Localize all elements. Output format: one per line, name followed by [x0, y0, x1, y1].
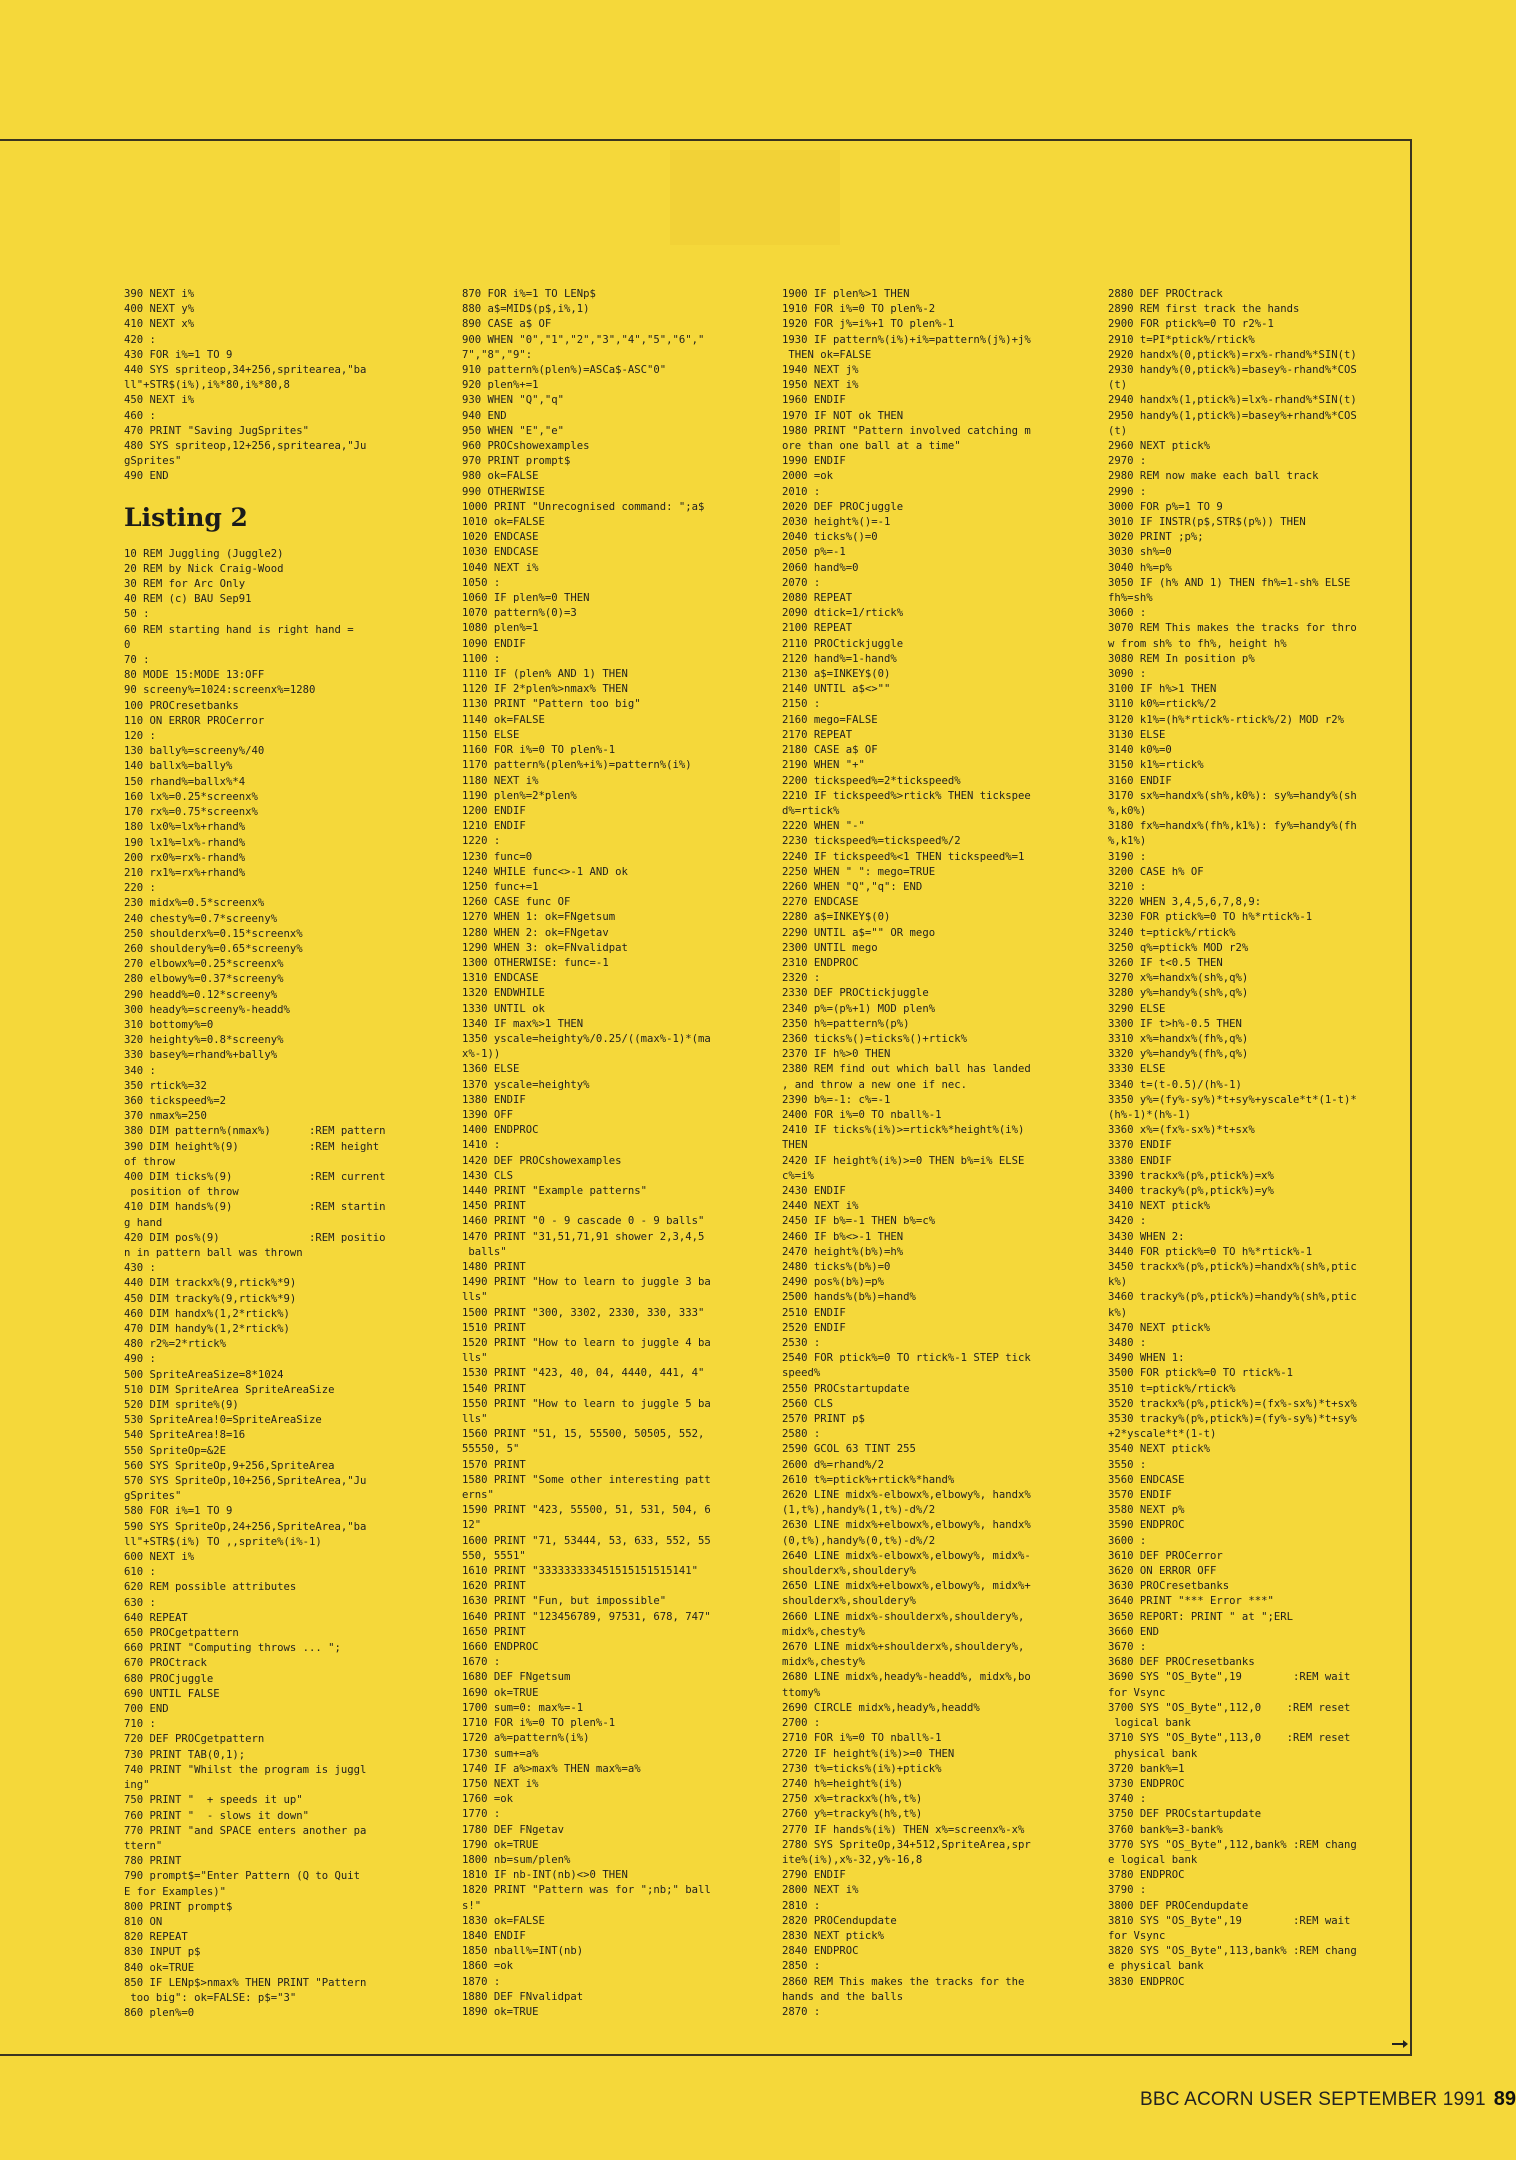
code-listing-1-end: 390 NEXT i% 400 NEXT y% 410 NEXT x% 420 : 430 FOR i%=1 TO 9 440 SYS spriteop,34+256,spritearea,"ba ll"+STR$(i%),i%*80,i%*80,8 450 NEXT i% 460 : 470 PRINT "Saving JugSprites" 480 SYS spriteop,12+256,spritearea,"Ju gSprites" 490 END [124, 288, 367, 483]
code-column-1 [124, 287, 456, 2047]
code-listing-2-part-3: 1900 IF plen%>1 THEN 1910 FOR i%=0 TO plen%-2 1920 FOR j%=i%+1 TO plen%-1 1930 IF pattern%(i%)+i%=pattern%(j%)+j% THEN ok=FALSE 1940 NEXT j% 1950 NEXT i% 1960 ENDIF 1970 IF NOT ok THEN 1980 PRINT "Pattern involved catching m ore than one ball at a time" 1990 ENDIF 2000 =ok 2010 : 2020 DEF PROCjuggle 2030 height%()=-1 2040 ticks%()=0 2050 p%=-1 2060 hand%=0 2070 : 2080 REPEAT 2090 dtick=1/rtick% 2100 REPEAT 2110 PROCtickjuggle 2120 hand%=1-hand% 2130 a$=INKEY$(0) 2140 UNTIL a$<>"" 2150 : 2160 mego=FALSE 2170 REPEAT 2180 CASE a$ OF 2190 WHEN "+" 2200 tickspeed%=2*tickspeed% 2210 IF tickspeed%>rtick% THEN tickspee d%=rtick% 2220 WHEN "-" 2230 tickspeed%=tickspeed%/2 2240 IF tickspeed%<1 THEN tickspeed%=1 2250 WHEN " ": mego=TRUE 2260 WHEN "Q","q": END 2270 ENDCASE 2280 a$=INKEY$(0) 2290 UNTIL a$="" OR mego 2300 UNTIL mego 2310 ENDPROC 2320 : 2330 DEF PROCtickjuggle 2340 p%=(p%+1) MOD plen% 2350 h%=pattern%(p%) 2360 ticks%()=ticks%()+rtick% 2370 IF h%>0 THEN 2380 REM find out which ball has landed , and throw a new one if nec. 2390 b%=-1: c%=-1 2400 FOR i%=0 TO nball%-1 2410 IF ticks%(i%)>=rtick%*height%(i%) THEN 2420 IF height%(i%)>=0 THEN b%=i% ELSE c%=i% 2430 ENDIF 2440 NEXT i% 2450 IF b%=-1 THEN b%=c% 2460 IF b%<>-1 THEN 2470 height%(b%)=h% 2480 ticks%(b%)=0 2490 pos%(b%)=p% 2500 hands%(b%)=hand% 2510 ENDIF 2520 ENDIF 2530 : 2540 FOR ptick%=0 TO rtick%-1 STEP tick speed% 2550 PROCstartupdate 2560 CLS 2570 PRINT p$ 2580 : 2590 GCOL 63 TINT 255 2600 d%=rhand%/2 2610 t%=ptick%+rtick%*hand% 2620 LINE midx%-elbowx%,elbowy%, handx% (1,t%),handy%(1,t%)-d%/2 2630 LINE midx%+elbowx%,elbowy%, handx% (0,t%),handy%(0,t%)-d%/2 2640 LINE midx%-elbowx%,elbowy%, midx%- shoulderx%,shouldery% 2650 LINE midx%+elbowx%,elbowy%, midx%+ shoulderx%,shouldery% 2660 LINE midx%-shoulderx%,shouldery%, midx%,chesty% 2670 LINE midx%+shoulderx%,shouldery%, midx%,chesty% 2680 LINE midx%,heady%-headd%, midx%,bo ttomy% 2690 CIRCLE midx%,heady%,headd% 2700 : 2710 FOR i%=0 TO nball%-1 2720 IF height%(i%)>=0 THEN 2730 t%=ticks%(i%)+ptick% 2740 h%=height%(i%) 2750 x%=trackx%(h%,t%) 2760 y%=tracky%(h%,t%) 2770 IF hands%(i%) THEN x%=screenx%-x% 2780 SYS SpriteOp,34+512,SpriteArea,spr ite%(i%),x%-32,y%-16,8 2790 ENDIF 2800 NEXT i% 2810 : 2820 PROCendupdate 2830 NEXT ptick% 2840 ENDPROC 2850 : 2860 REM This makes the tracks for the hands and the balls 2870 : [782, 288, 1031, 2018]
page-footer [1140, 2088, 1516, 2128]
frame-top-rule [0, 139, 1412, 141]
code-listing-2-part-2: 870 FOR i%=1 TO LENp$ 880 a$=MID$(p$,i%,1) 890 CASE a$ OF 900 WHEN "0","1","2","3","4","5","6"," 7","8","9": 910 pattern%(plen%)=ASCa$-ASC"0" 920 plen%+=1 930 WHEN "Q","q" 940 END 950 WHEN "E","e" 960 PROCshowexamples 970 PRINT prompt$ 980 ok=FALSE 990 OTHERWISE 1000 PRINT "Unrecognised command: ";a$ 1010 ok=FALSE 1020 ENDCASE 1030 ENDCASE 1040 NEXT i% 1050 : 1060 IF plen%=0 THEN 1070 pattern%(0)=3 1080 plen%=1 1090 ENDIF 1100 : 1110 IF (plen% AND 1) THEN 1120 IF 2*plen%>nmax% THEN 1130 PRINT "Pattern too big" 1140 ok=FALSE 1150 ELSE 1160 FOR i%=0 TO plen%-1 1170 pattern%(plen%+i%)=pattern%(i%) 1180 NEXT i% 1190 plen%=2*plen% 1200 ENDIF 1210 ENDIF 1220 : 1230 func=0 1240 WHILE func<>-1 AND ok 1250 func+=1 1260 CASE func OF 1270 WHEN 1: ok=FNgetsum 1280 WHEN 2: ok=FNgetav 1290 WHEN 3: ok=FNvalidpat 1300 OTHERWISE: func=-1 1310 ENDCASE 1320 ENDWHILE 1330 UNTIL ok 1340 IF max%>1 THEN 1350 yscale=heighty%/0.25/((max%-1)*(ma x%-1)) 1360 ELSE 1370 yscale=heighty% 1380 ENDIF 1390 OFF 1400 ENDPROC 1410 : 1420 DEF PROCshowexamples 1430 CLS 1440 PRINT "Example patterns" 1450 PRINT 1460 PRINT "0 - 9 cascade 0 - 9 balls" 1470 PRINT "31,51,71,91 shower 2,3,4,5 balls" 1480 PRINT 1490 PRINT "How to learn to juggle 3 ba lls" 1500 PRINT "300, 3302, 2330, 330, 333" 1510 PRINT 1520 PRINT "How to learn to juggle 4 ba lls" 1530 PRINT "423, 40, 04, 4440, 441, 4" 1540 PRINT 1550 PRINT "How to learn to juggle 5 ba lls" 1560 PRINT "51, 15, 55500, 50505, 552, 55550, 5" 1570 PRINT 1580 PRINT "Some other interesting patt erns" 1590 PRINT "423, 55500, 51, 531, 504, 6 12" 1600 PRINT "71, 53444, 53, 633, 552, 55 550, 5551" 1610 PRINT "333333333451515151515141" 1620 PRINT 1630 PRINT "Fun, but impossible" 1640 PRINT "123456789, 97531, 678, 747" 1650 PRINT 1660 ENDPROC 1670 : 1680 DEF FNgetsum 1690 ok=TRUE 1700 sum=0: max%=-1 1710 FOR i%=0 TO plen%-1 1720 a%=pattern%(i%) 1730 sum+=a% 1740 IF a%>max% THEN max%=a% 1750 NEXT i% 1760 =ok 1770 : 1780 DEF FNgetav 1790 ok=TRUE 1800 nb=sum/plen% 1810 IF nb-INT(nb)<>0 THEN 1820 PRINT "Pattern was for ";nb;" ball s!" 1830 ok=FALSE 1840 ENDIF 1850 nball%=INT(nb) 1860 =ok 1870 : 1880 DEF FNvalidpat 1890 ok=TRUE [462, 288, 711, 2018]
code-listing-2-start: 10 REM Juggling (Juggle2) 20 REM by Nick Craig-Wood 30 REM for Arc Only 40 REM (c) BAU Sep91 50 : 60 REM starting hand is right hand = 0 70 : 80 MODE 15:MODE 13:OFF 90 screeny%=1024:screenx%=1280 100 PROCresetbanks 110 ON ERROR PROCerror 120 : 130 bally%=screeny%/40 140 ballx%=bally% 150 rhand%=ballx%*4 160 lx%=0.25*screenx% 170 rx%=0.75*screenx% 180 lx0%=lx%+rhand% 190 lx1%=lx%-rhand% 200 rx0%=rx%-rhand% 210 rx1%=rx%+rhand% 220 : 230 midx%=0.5*screenx% 240 chesty%=0.7*screeny% 250 shoulderx%=0.15*screenx% 260 shouldery%=0.65*screeny% 270 elbowx%=0.25*screenx% 280 elbowy%=0.37*screeny% 290 headd%=0.12*screeny% 300 heady%=screeny%-headd% 310 bottomy%=0 320 heighty%=0.8*screeny% 330 basey%=rhand%+bally% 340 : 350 rtick%=32 360 tickspeed%=2 370 nmax%=250 380 DIM pattern%(nmax%) :REM pattern 390 DIM height%(9) :REM height of throw 400 DIM ticks%(9) :REM current position of throw 410 DIM hands%(9) :REM startin g hand 420 DIM pos%(9) :REM positio n in pattern ball was thrown 430 : 440 DIM trackx%(9,rtick%*9) 450 DIM tracky%(9,rtick%*9) 460 DIM handx%(1,2*rtick%) 470 DIM handy%(1,2*rtick%) 480 r2%=2*rtick% 490 : 500 SpriteAreaSize=8*1024 510 DIM SpriteArea SpriteAreaSize 520 DIM sprite%(9) 530 SpriteArea!0=SpriteAreaSize 540 SpriteArea!8=16 550 SpriteOp=&2E 560 SYS SpriteOp,9+256,SpriteArea 570 SYS SpriteOp,10+256,SpriteArea,"Ju gSprites" 580 FOR i%=1 TO 9 590 SYS SpriteOp,24+256,SpriteArea,"ba ll"+STR$(i%) TO ,,sprite%(i%-1) 600 NEXT i% 610 : 620 REM possible attributes 630 : 640 REPEAT 650 PROCgetpattern 660 PRINT "Computing throws ... "; 670 PROCtrack 680 PROCjuggle 690 UNTIL FALSE 700 END 710 : 720 DEF PROCgetpattern 730 PRINT TAB(0,1); 740 PRINT "Whilst the program is juggl ing" 750 PRINT " + speeds it up" 760 PRINT " - slows it down" 770 PRINT "and SPACE enters another pa ttern" 780 PRINT 790 prompt$="Enter Pattern (Q to Quit E for Examples)" 800 PRINT prompt$ 810 ON 820 REPEAT 830 INPUT p$ 840 ok=TRUE 850 IF LENp$>nmax% THEN PRINT "Pattern too big": ok=FALSE: p$="3" 860 plen%=0 [124, 547, 386, 2020]
code-column-3 [782, 287, 1114, 2047]
publication-line: BBC ACORN USER SEPTEMBER 1991 [1140, 2089, 1486, 2110]
code-column-4 [1108, 287, 1440, 2047]
listing-heading: Listing 2 [124, 502, 248, 532]
page-number: 89 [1493, 2088, 1516, 2110]
faded-image-area [670, 150, 840, 245]
code-column-2 [462, 287, 794, 2047]
frame-bottom-rule [0, 2054, 1412, 2056]
code-listing-2-part-4: 2880 DEF PROCtrack 2890 REM first track the hands 2900 FOR ptick%=0 TO r2%-1 2910 t=PI*ptick%/rtick% 2920 handx%(0,ptick%)=rx%-rhand%*SIN(t) 2930 handy%(0,ptick%)=basey%-rhand%*COS (t) 2940 handx%(1,ptick%)=lx%-rhand%*SIN(t) 2950 handy%(1,ptick%)=basey%+rhand%*COS (t) 2960 NEXT ptick% 2970 : 2980 REM now make each ball track 2990 : 3000 FOR p%=1 TO 9 3010 IF INSTR(p$,STR$(p%)) THEN 3020 PRINT ;p%; 3030 sh%=0 3040 h%=p% 3050 IF (h% AND 1) THEN fh%=1-sh% ELSE fh%=sh% 3060 : 3070 REM This makes the tracks for thro w from sh% to fh%, height h% 3080 REM In position p% 3090 : 3100 IF h%>1 THEN 3110 k0%=rtick%/2 3120 k1%=(h%*rtick%-rtick%/2) MOD r2% 3130 ELSE 3140 k0%=0 3150 k1%=rtick% 3160 ENDIF 3170 sx%=handx%(sh%,k0%): sy%=handy%(sh %,k0%) 3180 fx%=handx%(fh%,k1%): fy%=handy%(fh %,k1%) 3190 : 3200 CASE h% OF 3210 : 3220 WHEN 3,4,5,6,7,8,9: 3230 FOR ptick%=0 TO h%*rtick%-1 3240 t=ptick%/rtick% 3250 q%=ptick% MOD r2% 3260 IF t<0.5 THEN 3270 x%=handx%(sh%,q%) 3280 y%=handy%(sh%,q%) 3290 ELSE 3300 IF t>h%-0.5 THEN 3310 x%=handx%(fh%,q%) 3320 y%=handy%(fh%,q%) 3330 ELSE 3340 t=(t-0.5)/(h%-1) 3350 y%=(fy%-sy%)*t+sy%+yscale*t*(1-t)* (h%-1)*(h%-1) 3360 x%=(fx%-sx%)*t+sx% 3370 ENDIF 3380 ENDIF 3390 trackx%(p%,ptick%)=x% 3400 tracky%(p%,ptick%)=y% 3410 NEXT ptick% 3420 : 3430 WHEN 2: 3440 FOR ptick%=0 TO h%*rtick%-1 3450 trackx%(p%,ptick%)=handx%(sh%,ptic k%) 3460 tracky%(p%,ptick%)=handy%(sh%,ptic k%) 3470 NEXT ptick% 3480 : 3490 WHEN 1: 3500 FOR ptick%=0 TO rtick%-1 3510 t=ptick%/rtick% 3520 trackx%(p%,ptick%)=(fx%-sx%)*t+sx% 3530 tracky%(p%,ptick%)=(fy%-sy%)*t+sy% +2*yscale*t*(1-t) 3540 NEXT ptick% 3550 : 3560 ENDCASE 3570 ENDIF 3580 NEXT p% 3590 ENDPROC 3600 : 3610 DEF PROCerror 3620 ON ERROR OFF 3630 PROCresetbanks 3640 PRINT "*** Error ***" 3650 REPORT: PRINT " at ";ERL 3660 END 3670 : 3680 DEF PROCresetbanks 3690 SYS "OS_Byte",19 :REM wait for Vsync 3700 SYS "OS_Byte",112,0 :REM reset logical bank 3710 SYS "OS_Byte",113,0 :REM reset physical bank 3720 bank%=1 3730 ENDPROC 3740 : 3750 DEF PROCstartupdate 3760 bank%=3-bank% 3770 SYS "OS_Byte",112,bank% :REM chang e logical bank 3780 ENDPROC 3790 : 3800 DEF PROCendupdate 3810 SYS "OS_Byte",19 :REM wait for Vsync 3820 SYS "OS_Byte",113,bank% :REM chang e physical bank 3830 ENDPROC [1108, 288, 1357, 1988]
